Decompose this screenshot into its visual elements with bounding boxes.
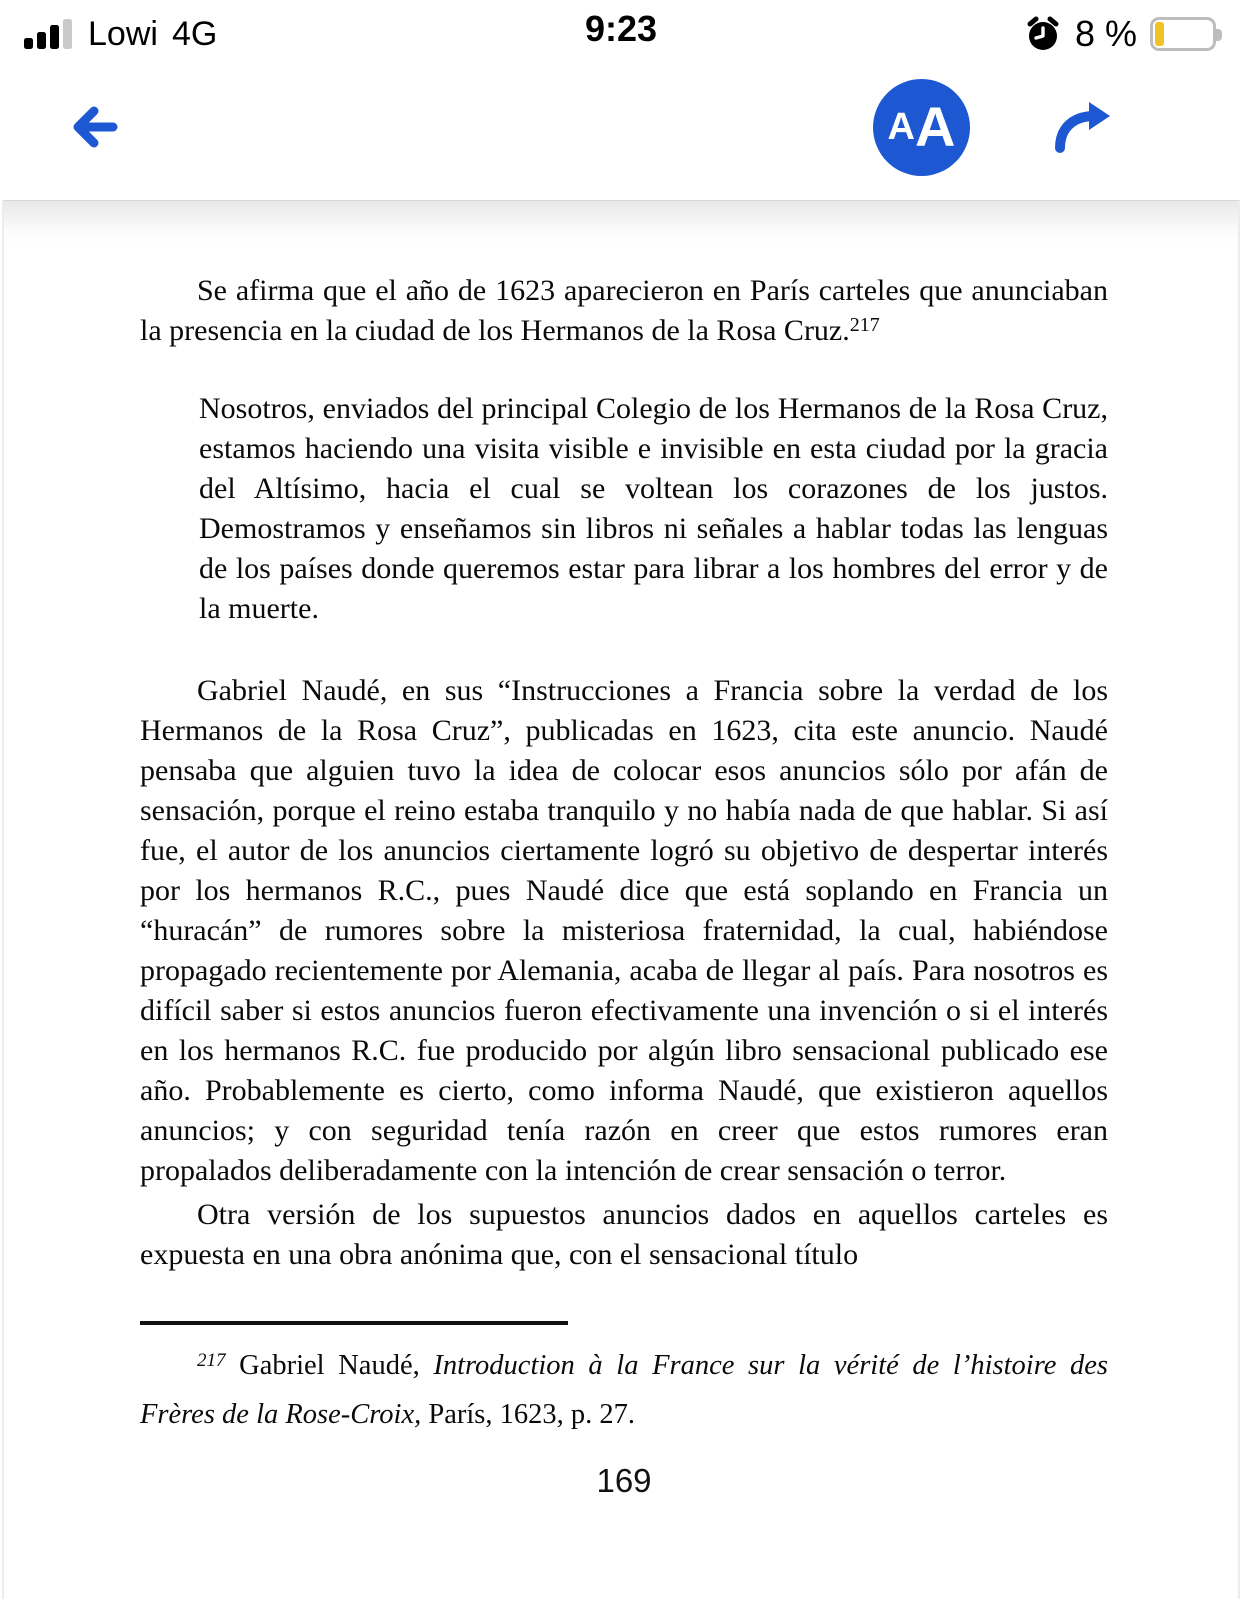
page-number: 169 bbox=[596, 1462, 652, 1499]
footnote-text-1: Gabriel Naudé, bbox=[225, 1350, 434, 1381]
paragraph-opening bbox=[140, 271, 1108, 351]
status-left bbox=[24, 15, 217, 54]
network-type-label: 4G bbox=[171, 14, 218, 53]
appearance-small-a: A bbox=[887, 106, 915, 148]
text-appearance-button[interactable] bbox=[873, 79, 970, 176]
clock-time: 9:23 bbox=[584, 8, 658, 49]
alarm-clock-icon bbox=[1024, 15, 1062, 53]
share-forward-icon[interactable] bbox=[1052, 100, 1114, 154]
battery-low-icon bbox=[1150, 17, 1216, 51]
footnote bbox=[140, 1341, 1108, 1439]
appearance-large-a: A bbox=[915, 95, 956, 158]
paragraph-naude: Gabriel Naudé, en sus “Instrucciones a Francia sobre la verdad de los Hermanos de la Rosa Cruz”, publicadas en 1623, cita este anuncio. Naudé pensaba que alguien tuvo la idea de colocar esos anuncios sólo por afán de sensación, porque el reino estaba tranquilo y no había nada de que hablar. Si así fue, el autor de los anuncios ciertamente logró su objetivo de despertar interés por los hermanos R.C., pues Naudé dice que está soplando en Francia un “huracán” de rumores sobre la misteriosa fraternidad, la cual, habiéndose propagado recientemente por Alemania, acaba de llegar al país. Para nosotros es difícil saber si estos anuncios fueron efectivamente una invención o si el interés en los hermanos R.C. fue producido por algún libro sensacional publicado ese año. Probablemente es cierto, como informa Naudé, que existieron aquellos anuncios; y con seguridad tenía razón en creer que estos rumores eran propalados deliberadamente con la intención de crear sensación o terror. bbox=[140, 674, 1108, 1187]
blockquote-announcement: Nosotros, enviados del principal Colegio de los Hermanos de la Rosa Cruz, estamos haciendo una visita visible e invisible en esta ciudad por la gracia del Altísimo, hacia el cual se voltean los corazones de los justos. Demostramos y enseñamos sin libros ni señales a hablar todas las lenguas de los países donde queremos estar para librar a los hombres del error y de la muerte. bbox=[199, 392, 1108, 625]
battery-percent-label: 8 % bbox=[1074, 13, 1137, 54]
footnote-text-2: París, 1623, p. 27. bbox=[421, 1399, 635, 1430]
status-right bbox=[1024, 13, 1216, 55]
paragraph-other-version: Otra versión de los supuestos anuncios dados en aquellos carteles es expuesta en una obra anónima que, con el sensacional título bbox=[140, 1198, 1108, 1271]
footnote-book-title: Introduction à la France sur la vérité de l’histoire des Frères de la Rose-Croix, bbox=[140, 1350, 1108, 1430]
reader-toolbar bbox=[0, 62, 1242, 182]
page-text bbox=[140, 271, 1108, 1501]
back-arrow-icon[interactable] bbox=[70, 104, 118, 150]
book-page[interactable] bbox=[2, 200, 1240, 1599]
carrier-label: Lowi bbox=[88, 14, 158, 53]
status-bar bbox=[0, 0, 1242, 62]
signal-strength-icon bbox=[24, 19, 72, 49]
footnote-reference[interactable]: 217 bbox=[849, 314, 880, 336]
footnote-separator bbox=[140, 1321, 568, 1325]
paragraph-opening-text: Se afirma que el año de 1623 aparecieron en París carteles que anunciaban la presencia en la ciudad de los Hermanos de la Rosa Cruz. bbox=[140, 274, 1108, 347]
footnote-number: 217 bbox=[197, 1350, 226, 1371]
